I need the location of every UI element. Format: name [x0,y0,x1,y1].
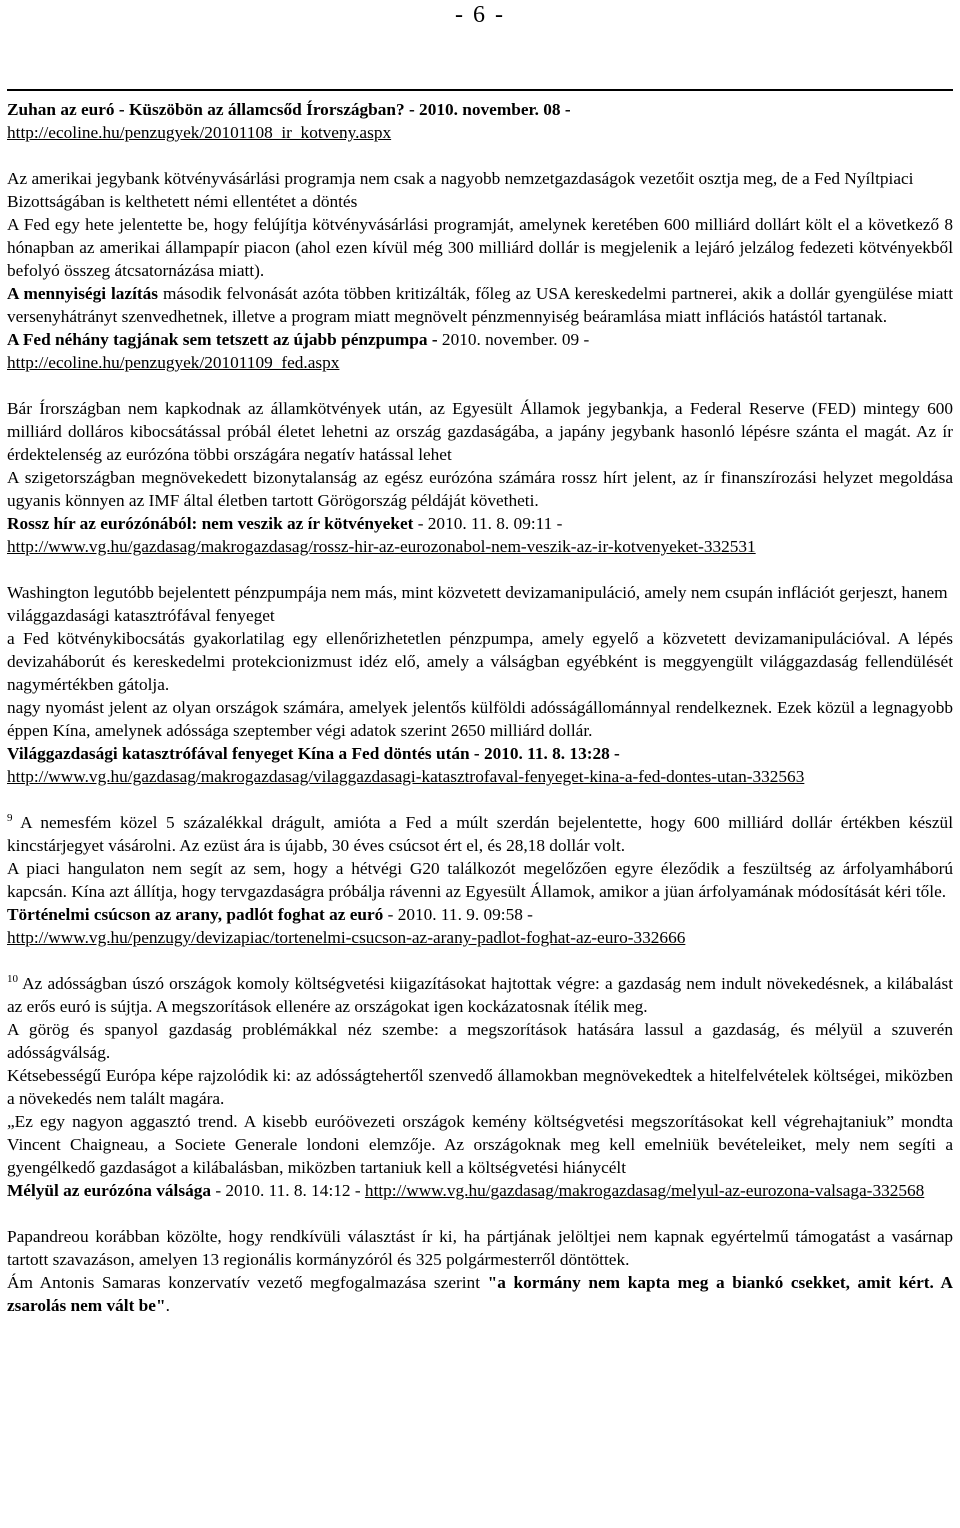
lead-phrase: A mennyiségi lazítás [7,284,159,303]
paragraph: Washington legutóbb bejelentett pénzpumpája nem más, mint közvetett devizamanipuláció, amely nem csupán inflációt gerjeszt, hanem világgazdasági katasztrófával fenyeget [7,583,948,625]
header-rule [7,89,953,91]
source-date: 2010. november. 09 - [437,330,590,349]
paragraph: A piaci hangulaton nem segít az sem, hogy a hétvégi G20 találkozót megelőzően egyre éleződik a feszültség az árfolyamháború kapcsán. Kína azt állítja, hogy tervgazdaságra próbálja rávenni az Egyesült Államok, amikor a jüan árfolyamának módosítását kéri tőle. [7,859,953,901]
source-citation [7,512,953,558]
paragraph [7,1271,953,1317]
paragraph: A szigetországban megnövekedett bizonytalanság az egész eurózóna számára rossz hírt jelent, az ír finanszírozási helyzet megoldása ugyanis könnyen az IMF által életben tartott Görögország példáját követheti. [7,468,953,510]
paragraph-text: második felvonását azóta többen kritizálták, főleg az USA kereskedelmi partnerei, akik a dollár gyengülése miatt versenyhátrányt szenvedhetnek, illetve a program miatt megnövelt pénzmennyiség beáramlása miatt inflációs hatástól tartanak. [7,284,953,326]
source-title: Történelmi csúcson az arany, padlót foghat az euró [7,905,384,924]
source-title: Világgazdasági katasztrófával fenyeget Kína a Fed döntés után - 2010. 11. 8. 13:28 - [7,744,620,763]
paragraph: Papandreou korábban közölte, hogy rendkívüli választást ír ki, ha pártjának jelöltjei nem kapnak egyértelmű támogatást a vasárnap tartott szavazáson, amelyen 13 regionális kormányzóról és 325 polgármesterről döntöttek. [7,1227,953,1269]
footnote-paragraph [7,811,953,857]
paragraph-text: Az adósságban úszó országok komoly költségvetési kiigazításokat hajtottak végre: a gazdaság nem indult növekedésnek, a kilábalást az erős euró is sújtja. A megszorítások ellenére az országokat igen kockázatosnak ítélik meg. [7,974,953,1016]
article-title-text: Zuhan az euró - Küszöbön az államcsőd Írországban? - 2010. november. 08 - [7,100,571,119]
source-citation [7,1179,953,1202]
source-citation [7,742,953,788]
source-link[interactable]: http://ecoline.hu/penzugyek/20101108_ir_kotveny.aspx [7,123,392,142]
footnote-number: 10 [7,973,18,986]
paragraph: Kétsebességű Európa képe rajzolódik ki: az adósságtehertől szenvedő államokban megnövekedtek a hitelfelvételek költségei, miközben a növekedés nem talált magára. [7,1066,953,1108]
page-number: - 6 - [455,2,505,28]
article-title [7,98,953,144]
source-title: A Fed néhány tagjának sem tetszett az újabb pénzpumpa - [7,330,438,349]
paragraph: A Fed egy hete jelentette be, hogy felújítja kötvényvásárlási programját, amelynek keretében 600 milliárd dollárt költ el a következő 8 hónapban az amerikai állampapír piacon (ahol ezen kívül még 300 milliárd dollár is megjelenik a lejáró jelzálog fedezeti kötvényekből befolyó összeg átcsatornázása miatt). [7,215,953,280]
source-link[interactable]: http://www.vg.hu/gazdasag/makrogazdasag/rossz-hir-az-eurozonabol-nem-veszik-az-ir-kotvenyeket-332531 [7,537,756,556]
quote-text: "a kormány nem kapta meg a biankó csekket, amit kért. A zsarolás nem vált be" [7,1273,953,1315]
source-citation [7,903,953,949]
footnote-number: 9 [7,812,13,825]
paragraph: Az amerikai jegybank kötvényvásárlási programja nem csak a nagyobb nemzetgazdaságok vezetőit osztja meg, de a Fed Nyíltpiaci Bizottságában is kelthetett némi ellentétet a döntés [7,169,914,211]
paragraph: Bár Írországban nem kapkodnak az államkötvények után, az Egyesült Államok jegybankja, a Federal Reserve (FED) mintegy 600 milliárd dolláros kibocsátással próbál életet lehetni az ország gazdaságába, a japány jegybank hasonló lépésre szánta el magát. Az ír érdektelenség az eurózóna többi országára negatív hatással lehet [7,399,953,464]
paragraph-end: . [165,1296,170,1315]
paragraph-text: Ám Antonis Samaras konzervatív vezető megfogalmazása szerint [7,1273,488,1292]
source-link[interactable]: http://ecoline.hu/penzugyek/20101109_fed.aspx [7,353,340,372]
source-link[interactable]: http://www.vg.hu/gazdasag/makrogazdasag/melyul-az-eurozona-valsaga-332568 [364,1181,925,1200]
source-date: - 2010. 11. 9. 09:58 - [383,905,533,924]
paragraph: A görög és spanyol gazdaság problémákkal néz szembe: a megszorítások hatására lassul a gazdaság, és mélyül a szuverén adósságválság. [7,1020,953,1062]
document-body [7,98,953,1317]
paragraph: a Fed kötvénykibocsátás gyakorlatilag egy ellenőrizhetetlen pénzpumpa, amely egyelő a közvetett devizamanipulációval. A lépés devizaháborút és kereskedelmi protekcionizmust idéz elő, amely a válságban egyébként is meggyengült világgazdaság fellendülését nagymértékben gátolja. [7,629,953,694]
paragraph: nagy nyomást jelent az olyan országok számára, amelyek jelentős külföldi adósságállománnyal rendelkeznek. Ezek közül a legnagyobb éppen Kína, amelynek adóssága szeptember végi adatok szerint 2650 milliárd dollár. [7,698,953,740]
source-citation [7,328,953,374]
source-title: Rossz hír az eurózónából: nem veszik az ír kötvényeket [7,514,414,533]
paragraph: „Ez egy nagyon aggasztó trend. A kisebb euróövezeti országok kemény költségvetési megszorításokat kell végrehajtaniuk” mondta Vincent Chaigneau, a Societe Generale londoni elemzője. Az országoknak meg kell emelniük bevételeiket, mely nem segíti a gyengélkedő gazdaságot a kilábalásban, miközben tartaniuk kell a költségvetési hiánycélt [7,1112,953,1177]
paragraph [7,282,953,328]
source-link[interactable]: http://www.vg.hu/gazdasag/makrogazdasag/vilaggazdasagi-katasztrofaval-fenyeget-kina-a-fed-dontes-utan-332563 [7,767,805,786]
footnote-paragraph [7,972,953,1018]
paragraph-text: A nemesfém közel 5 százalékkal drágult, amióta a Fed a múlt szerdán bejelentette, hogy 600 milliárd dollár értékben készül kincstárjegyet vásárolni. Az ezüst ára is újabb, 30 éves csúcsot ért el, és 28,18 dollár volt. [7,813,953,855]
source-link[interactable]: http://www.vg.hu/penzugy/devizapiac/tortenelmi-csucson-az-arany-padlot-foghat-az-euro-332666 [7,928,686,947]
source-title: Mélyül az eurózóna válsága [7,1181,211,1200]
source-date: - 2010. 11. 8. 09:11 - [413,514,563,533]
source-date: - 2010. 11. 8. 14:12 - [211,1181,365,1200]
